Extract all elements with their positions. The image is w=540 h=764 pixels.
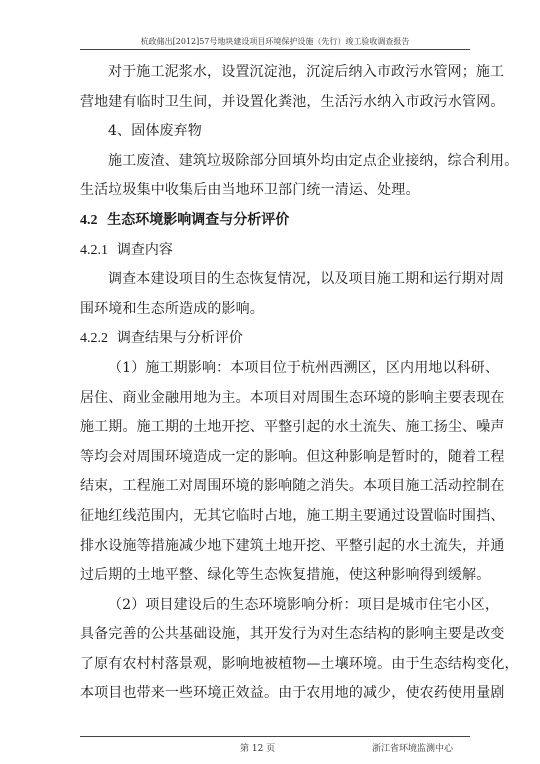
paragraph-line: 等均会对周围环境造成一定的影响。但这种影响是暂时的，随着工程 bbox=[80, 448, 505, 465]
paragraph-line: （2）项目建设后的生态环境影响分析：项目是城市住宅小区， bbox=[108, 596, 500, 613]
paragraph-line: 施工期。施工期的土地开挖、平整引起的水土流失、施工扬尘、噪声 bbox=[80, 419, 505, 436]
paragraph-line: 4、固体废弃物 bbox=[108, 123, 202, 140]
section-number: 4.2 bbox=[80, 212, 98, 228]
paragraph-line: （1）施工期影响：本项目位于杭州西溯区，区内用地以科研、 bbox=[108, 359, 500, 376]
section-title: 生态环境影响调查与分析评价 bbox=[107, 211, 290, 228]
section-title: 调查结果与分析评价 bbox=[116, 330, 243, 347]
section-heading-4-2 bbox=[80, 206, 470, 236]
paragraph-line: 征地红线范围内，无其它临时占地，施工期主要通过设置临时围挡、 bbox=[80, 507, 505, 524]
paragraph-line: 具备完善的公共基础设施，其开发行为对生态结构的影响主要是改变 bbox=[80, 626, 505, 643]
section-heading-4-2-2 bbox=[80, 324, 470, 354]
page-number: 第 12 页 bbox=[240, 744, 276, 754]
section-heading-4-2-1 bbox=[80, 236, 470, 266]
paragraph-line: 生活垃圾集中收集后由当地环卫部门统一清运、处理。 bbox=[80, 182, 420, 199]
document-body bbox=[80, 58, 519, 709]
paragraph-line: 居住、商业金融用地为主。本项目对周围生态环境的影响主要表现在 bbox=[80, 389, 505, 406]
footer-divider bbox=[80, 736, 470, 737]
section-title: 调查内容 bbox=[116, 241, 173, 258]
section-number: 4.2.2 bbox=[80, 331, 108, 347]
paragraph-line: 调查本建设项目的生态恢复情况，以及项目施工期和运行期对周 bbox=[108, 271, 505, 288]
paragraph-line: 结束，工程施工对周围环境的影响随之消失。本项目施工活动控制在 bbox=[80, 478, 505, 495]
header-divider bbox=[80, 49, 470, 50]
paragraph-line: 了原有农村村落景观，影响地被植物—土壤环境。由于生态结构变化， bbox=[80, 655, 519, 672]
page-header: 杭政储出[2012]57号地块建设项目环境保护设施（先行）竣工验收调查报告 bbox=[140, 37, 410, 46]
paragraph-line: 排水设施等措施减少地下建筑土地开挖、平整引起的水土流失，并通 bbox=[80, 537, 505, 554]
paragraph-line: 施工废渣、建筑垃圾除部分回填外均由定点企业接纳，综合利用。 bbox=[108, 152, 519, 169]
organization-name: 浙江省环境监测中心 bbox=[372, 744, 454, 754]
section-number: 4.2.1 bbox=[80, 242, 108, 258]
paragraph-line: 本项目也带来一些环境正效益。由于农用地的减少，使农药使用量剧 bbox=[80, 685, 505, 702]
paragraph-line: 过后期的土地平整、绿化等生态恢复措施，使这种影响得到缓解。 bbox=[80, 567, 491, 584]
paragraph-line: 营地建有临时卫生间，并设置化粪池，生活污水纳入市政污水管网。 bbox=[80, 93, 505, 110]
paragraph-line: 对于施工泥浆水，设置沉淀池，沉淀后纳入市政污水管网；施工 bbox=[108, 64, 505, 80]
paragraph-line: 围环境和生态所造成的影响。 bbox=[80, 300, 264, 317]
